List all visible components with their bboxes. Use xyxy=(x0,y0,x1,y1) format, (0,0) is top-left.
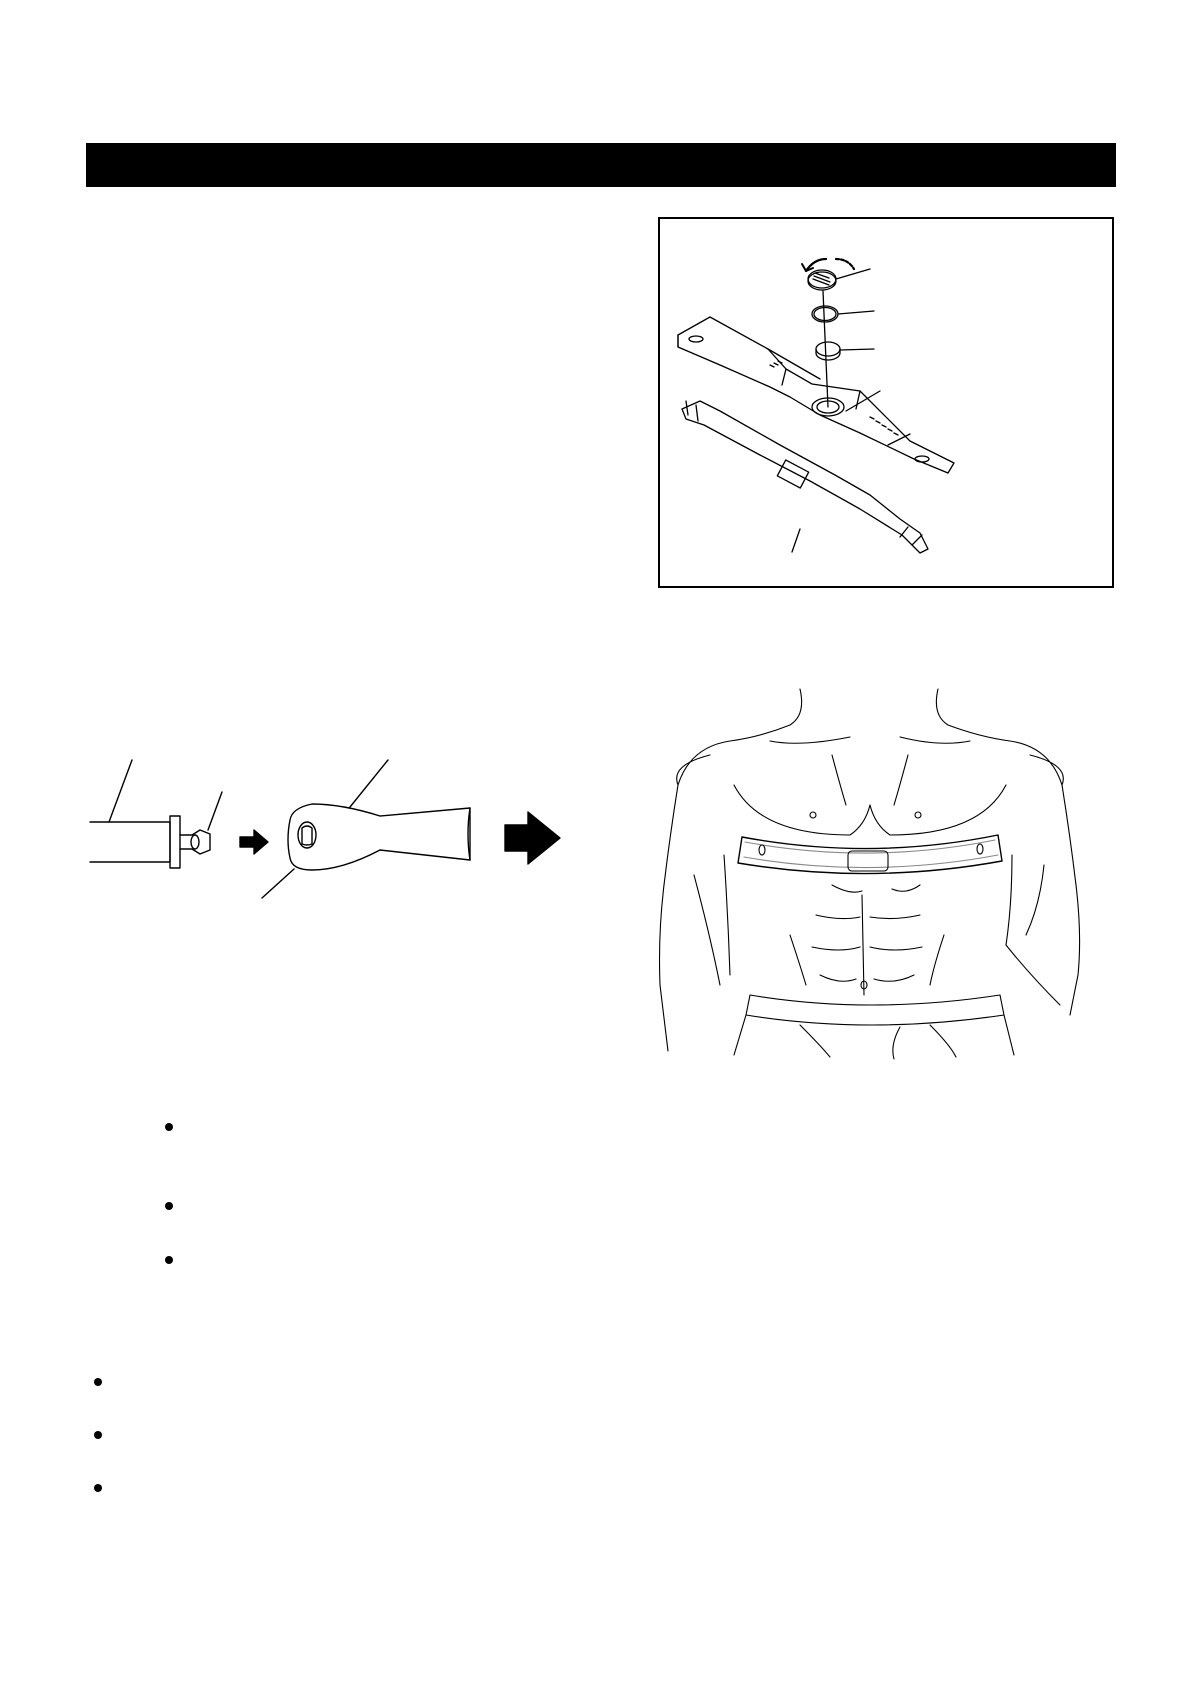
bullet-marker xyxy=(165,1256,173,1264)
bullet-marker xyxy=(165,1202,173,1210)
chest-strap-exploded-icon xyxy=(660,219,1116,590)
bullet-marker xyxy=(94,1431,102,1439)
transmitter-exploded-figure xyxy=(658,217,1114,588)
bullet-marker xyxy=(94,1378,102,1386)
strap-buckle-attach-icon xyxy=(80,720,580,940)
section-header-bar xyxy=(86,143,1116,187)
man-wearing-chest-strap-icon xyxy=(650,685,1120,1065)
strap-attach-figure xyxy=(80,720,580,940)
wearing-strap-figure xyxy=(650,685,1120,1065)
bullet-marker xyxy=(94,1484,102,1492)
bullet-marker xyxy=(165,1123,173,1131)
